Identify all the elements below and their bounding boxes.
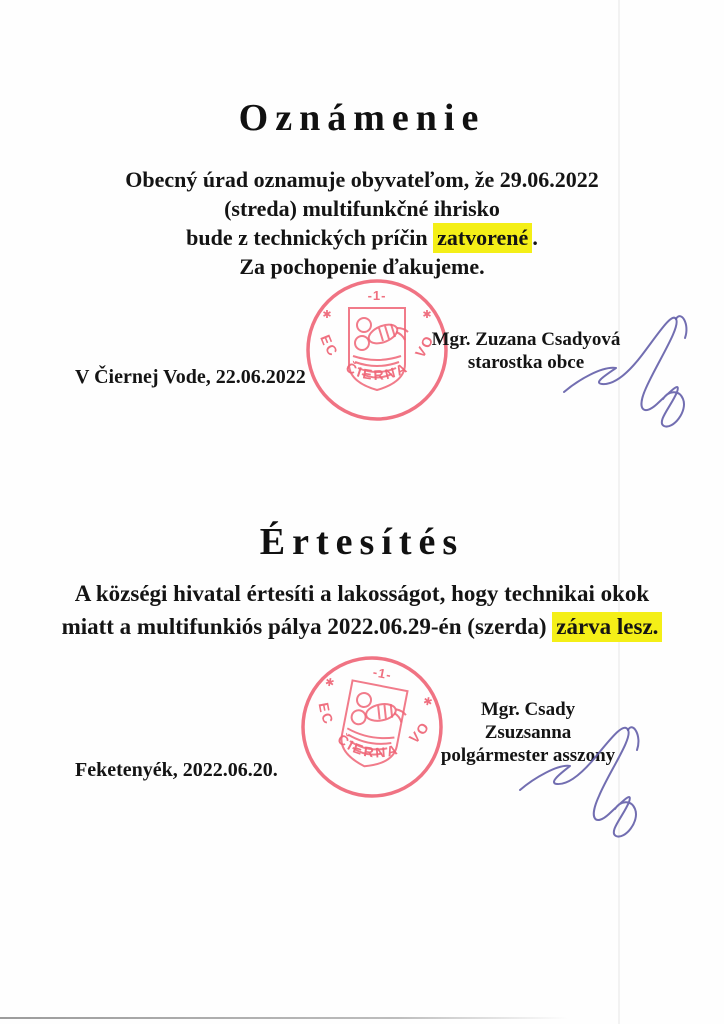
notice-sk-line3-prefix: bude z technických príčin — [186, 225, 434, 250]
svg-text:✱: ✱ — [323, 676, 336, 690]
svg-text:✱: ✱ — [422, 695, 434, 709]
obec-cierna-voda-stamp-icon — [284, 639, 460, 815]
svg-text:✱: ✱ — [422, 309, 432, 321]
svg-text:OBEC ČIERNA VODA: OBEC ČIERNA VODA — [317, 331, 438, 384]
signature-hu — [512, 724, 672, 846]
notice-hu-line1: A községi hivatal értesíti a lakosságot, hogy technikai okok — [74, 581, 650, 606]
signer-title-sk: starostka obce — [467, 352, 585, 373]
scan-artifact-bottom-line — [0, 1017, 568, 1019]
notice-sk-body — [0, 165, 724, 281]
svg-text:-1-: -1- — [371, 664, 394, 683]
scan-artifact-vertical-line — [618, 0, 620, 1024]
svg-text:✱: ✱ — [322, 309, 332, 321]
svg-text:-1-: -1- — [367, 288, 387, 303]
notice-sk-line2: (streda) multifunkčné ihrisko — [224, 196, 500, 221]
notice-sk-line3 — [0, 223, 724, 252]
notice-hu-body — [0, 577, 724, 643]
notice-sk-line1: Obecný úrad oznamuje obyvateľom, že 29.06.2022 — [125, 167, 599, 192]
handwritten-signature-icon — [558, 308, 710, 438]
signer-name-sk: Mgr. Zuzana Csadyová — [431, 329, 621, 350]
notice-sk-line4: Za pochopenie ďakujeme. — [239, 254, 485, 279]
notice-hu-line2-prefix: miatt a multifunkiós pálya 2022.06.29-én (szerda) — [61, 614, 553, 639]
highlighted-word-zarva-lesz: zárva lesz. — [552, 612, 662, 642]
notice-hu-line2 — [0, 610, 724, 643]
signer-name-hu: Mgr. Csady Zsuzsanna — [480, 699, 576, 743]
notice-hu-title: Értesítés — [259, 521, 465, 563]
place-date-sk: V Čiernej Vode, 22.06.2022 — [75, 366, 306, 388]
notice-sk-title: Oznámenie — [238, 97, 486, 139]
place-date-hu: Feketenyék, 2022.06.20. — [75, 759, 278, 781]
handwritten-signature-icon — [512, 724, 672, 846]
signer-title-hu: polgármester asszony — [440, 745, 616, 766]
signature-sk — [558, 308, 710, 438]
highlighted-word-zatvorene: zatvorené — [433, 223, 532, 253]
notice-sk-line3-suffix: . — [532, 225, 538, 250]
svg-text:OBEC ČIERNA VODA: OBEC ČIERNA VODA — [315, 701, 434, 761]
official-stamp-hu — [284, 639, 460, 815]
